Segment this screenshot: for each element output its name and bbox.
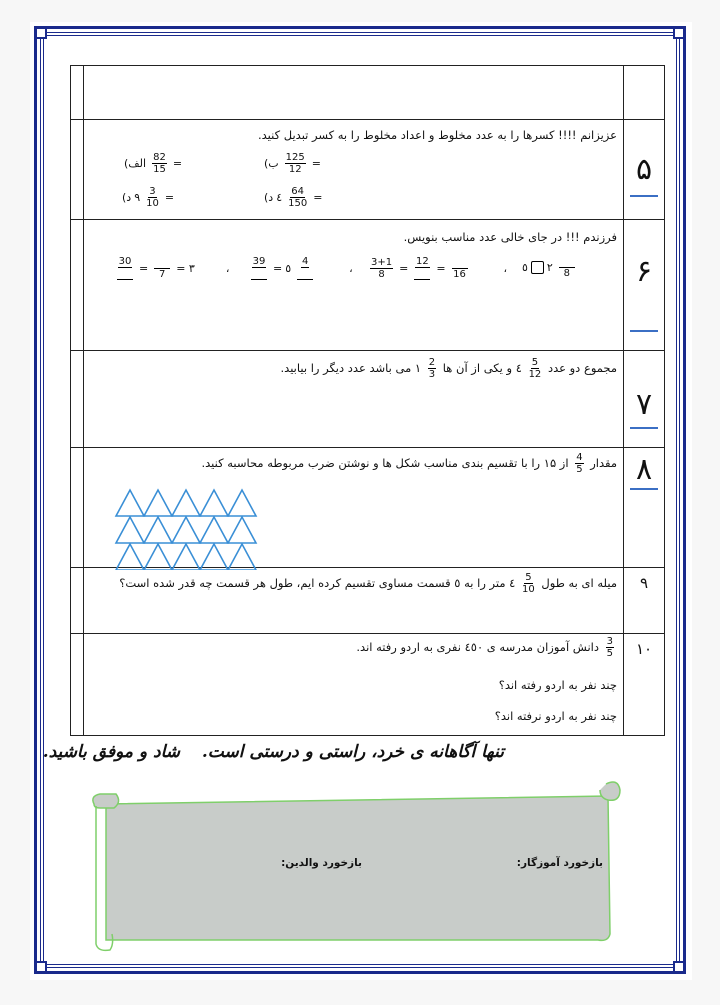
expression-4: ٥ ٢ 8 — [522, 256, 578, 279]
fraction: $\frac{4}{5}$ — [576, 452, 583, 475]
question-text: فرزندم !!! در جای خالی عدد مناسب بنویس. — [403, 230, 617, 244]
triangle-shape — [200, 544, 228, 570]
question-number: ۷ — [635, 387, 653, 422]
item-b: (ب $\frac{125}{12}$ = — [264, 152, 321, 175]
number-underline — [630, 427, 658, 429]
teacher-feedback-label: بازخورد آموزگار: — [516, 857, 603, 869]
question-7-row — [71, 351, 665, 448]
question-5-row — [71, 120, 665, 220]
triangle-shape — [116, 517, 144, 543]
question-number: ۹ — [639, 574, 649, 592]
motto-text: تنها آگاهانه ی خرد، راستی و درستی است. — [201, 742, 504, 762]
question-6-body — [84, 220, 624, 351]
question-text: مجموع دو عدد $\frac{5}{12}$ ٤ و یکی از آن ها $\frac{2}{3}$ ١ می باشد عدد دیگر را بیابید. — [280, 357, 617, 380]
answer-box[interactable] — [531, 261, 544, 274]
question-9-body — [84, 568, 624, 634]
item-c: (د ۹ $\frac{3}{10}$ = — [122, 186, 175, 209]
number-underline — [630, 330, 658, 332]
expression-3: $\frac{3+1}{8}$ = 12 = 16 ، — [371, 256, 508, 280]
closing-wish: شاد و موفق باشید. — [42, 742, 180, 762]
questions-table — [70, 65, 665, 736]
number-underline — [630, 195, 658, 197]
border-corner — [35, 27, 47, 39]
triangle-shape — [144, 517, 172, 543]
border-corner — [673, 961, 685, 973]
question-number: ۵ — [635, 152, 653, 187]
question-10-body — [84, 634, 624, 736]
fraction: $\frac{64}{150}$ — [288, 186, 308, 209]
question-text: $\frac{3}{5}$ دانش آموزان مدرسه ی ٤٥٠ نفری به اردو رفته اند. — [356, 636, 613, 659]
expression-1: 30 = 7 = ۳ ، — [118, 256, 230, 280]
sub-question: چند نفر به اردو رفته اند؟ — [498, 678, 617, 692]
question-6-row — [71, 220, 665, 351]
triangle-shape — [144, 544, 172, 570]
question-8-row — [71, 448, 665, 568]
table-row — [71, 66, 665, 120]
fraction: $\frac{125}{12}$ — [285, 152, 305, 175]
sub-question: چند نفر به اردو نرفته اند؟ — [494, 709, 617, 723]
fraction: $\frac{3}{10}$ — [146, 186, 159, 209]
triangle-grid — [114, 488, 264, 570]
triangle-shape — [172, 490, 200, 516]
border-corner — [673, 27, 685, 39]
question-text: عزیزانم !!!! کسرها را به عدد مخلوط و اعداد مخلوط را به کسر تبدیل کنید. — [257, 128, 617, 142]
triangle-shape — [144, 490, 172, 516]
fraction: $\frac{2}{3}$ — [428, 357, 436, 380]
question-9-row — [71, 568, 665, 634]
triangle-shape — [116, 544, 144, 570]
triangle-shape — [172, 517, 200, 543]
fraction: $\frac{5}{12}$ — [528, 357, 542, 380]
number-underline — [630, 488, 658, 490]
triangle-shape — [116, 490, 144, 516]
question-number: ۱۰ — [635, 640, 653, 658]
question-8-body — [84, 448, 624, 568]
fraction: $\frac{5}{10}$ — [522, 572, 535, 595]
expression-2: 39 = ٥ 4 ، — [248, 256, 353, 280]
parents-feedback-label: بازخورد والدین: — [281, 857, 362, 869]
question-number: ۸ — [635, 452, 653, 487]
item-a: (الف $\frac{82}{15}$ = — [124, 152, 183, 175]
question-text: مقدار $\frac{4}{5}$ از ۱۵ را با تقسیم بندی مناسب شکل ها و نوشتن ضرب مربوطه محاسبه کنید. — [201, 452, 617, 475]
question-text: میله ای به طول $\frac{5}{10}$ ٤ متر را به ٥ قسمت مساوی تقسیم کرده ایم، طول هر قسمت چه قدر شده است؟ — [119, 572, 617, 595]
triangle-shape — [172, 544, 200, 570]
item-d: (د ٤ $\frac{64}{150}$ = — [264, 186, 323, 209]
triangle-shape — [200, 517, 228, 543]
question-7-body — [84, 351, 624, 448]
triangle-shape — [200, 490, 228, 516]
fraction: $\frac{82}{15}$ — [153, 152, 166, 175]
triangle-shape — [228, 490, 256, 516]
border-corner — [35, 961, 47, 973]
question-10-row — [71, 634, 665, 736]
triangle-shape — [228, 544, 256, 570]
triangle-shape — [228, 517, 256, 543]
question-5-body — [84, 120, 624, 220]
question-number: ۶ — [635, 254, 653, 289]
fraction: $\frac{3}{5}$ — [606, 636, 613, 659]
